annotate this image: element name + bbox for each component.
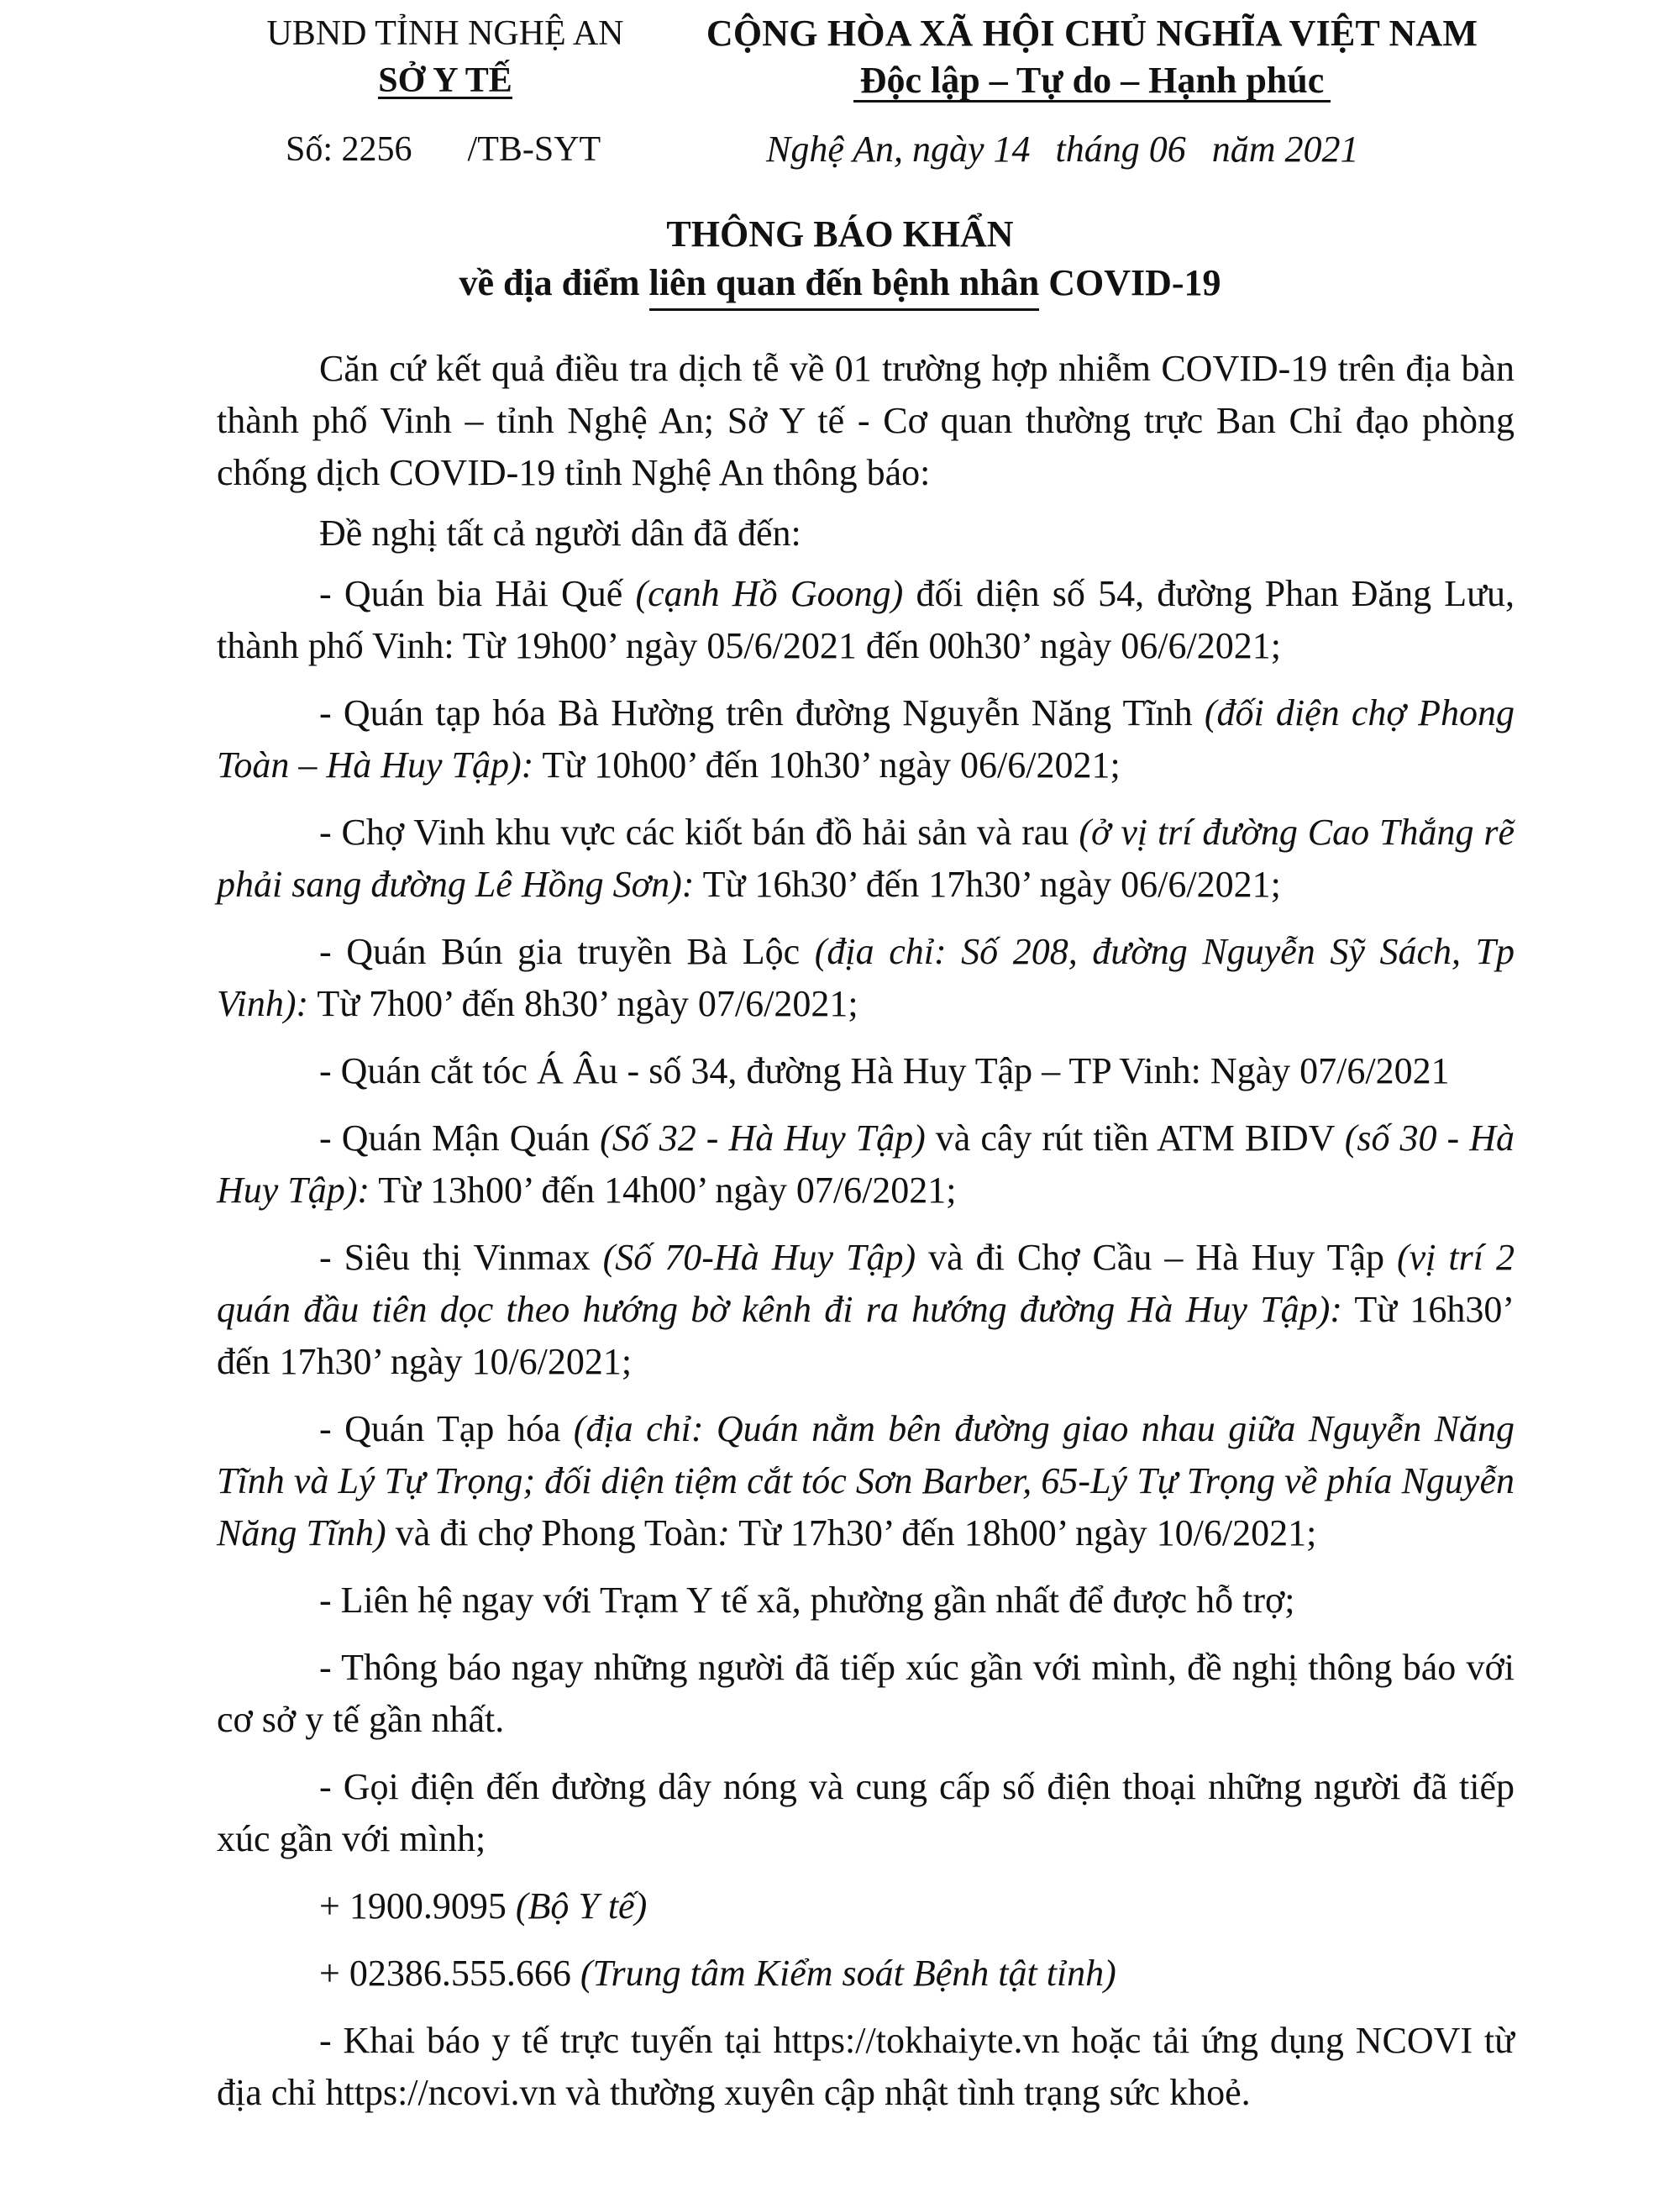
location-note: (vị trí 2 quán đầu tiên dọc theo hướng bờ kênh đi ra hướng đường Hà Huy Tập): [217, 1237, 1515, 1330]
national-header-block [672, 10, 1512, 173]
document-title [0, 210, 1680, 308]
location-text: - Quán cắt tóc Á Âu - số 34, đường Hà Huy Tập – TP Vinh: Ngày 07/6/2021 [319, 1050, 1450, 1091]
location-note: (ở vị trí đường Cao Thắng rẽ phải sang đường Lê Hồng Sơn): [217, 812, 1515, 905]
location-item [217, 926, 1515, 1030]
hotline-list [217, 1880, 1515, 2000]
national-title: CỘNG HÒA XÃ HỘI CHỦ NGHĨA VIỆT NAM [706, 13, 1478, 54]
location-text: - Quán bia Hải Quế [319, 573, 636, 614]
issuing-agency-block [227, 10, 664, 173]
date-month: tháng 06 [1055, 129, 1186, 170]
location-item [217, 687, 1515, 791]
location-text: - Siêu thị Vinmax [319, 1237, 603, 1278]
doc-number-suffix: /TB-SYT [467, 130, 601, 169]
location-text: - Quán Bún gia truyền Bà Lộc [319, 931, 815, 972]
date-prefix: Nghệ An, ngày 14 [766, 129, 1031, 170]
national-motto: Độc lập – Tự do – Hạnh phúc [860, 57, 1325, 104]
closing-paragraph: - Khai báo y tế trực tuyến tại https://tokhaiyte.vn hoặc tải ứng dụng NCOVI từ địa chỉ https://ncovi.vn và thường xuyên cập nhật tình trạng sức khoẻ. [217, 2020, 1515, 2113]
location-text: đối diện số 54, đường Phan Đăng Lưu, thành phố Vinh: Từ 19h00’ ngày 05/6/2021 đến 00h30’ ngày 06/6/2021; [217, 573, 1515, 666]
action-list [217, 1575, 1515, 1865]
request-paragraph: Đề nghị tất cả người dân đã đến: [319, 513, 801, 554]
subtitle-underlined: liên quan đến bệnh nhân [649, 259, 1040, 308]
location-text: - Quán Mận Quán [319, 1117, 601, 1159]
location-note: (địa chỉ: Quán nằm bên đường giao nhau giữa Nguyễn Năng Tĩnh và Lý Tự Trọng; đối diện tiệm cắt tóc Sơn Barber, 65-Lý Tự Trọng về phía Nguyễn Năng Tĩnh) [217, 1408, 1515, 1553]
location-item [217, 1403, 1515, 1559]
title-subtitle [459, 259, 1221, 308]
location-text: và đi chợ Phong Toàn [386, 1512, 718, 1553]
doc-number-label: Số: [286, 130, 333, 169]
subtitle-pre: về địa điểm [459, 262, 649, 303]
doc-number-value: 2256 [341, 130, 412, 169]
date-year: năm 2021 [1211, 129, 1359, 170]
location-note: (địa chỉ: Số 208, đường Nguyễn Sỹ Sách, Tp Vinh): [217, 931, 1515, 1024]
location-note: (đối diện chợ Phong Toàn – Hà Huy Tập): [217, 692, 1515, 786]
location-item [217, 1112, 1515, 1217]
hotline-item [217, 1880, 1515, 1932]
location-note: : [717, 1512, 730, 1553]
title-main: THÔNG BÁO KHẨN [666, 213, 1014, 255]
hotline-number: + 1900.9095 [319, 1885, 516, 1927]
location-note: (Số 32 - Hà Huy Tập) [600, 1117, 926, 1159]
location-list [217, 568, 1515, 1559]
agency-name: UBND TỈNH NGHỆ AN [266, 14, 624, 53]
location-text: Từ 10h00’ đến 10h30’ ngày 06/6/2021; [533, 744, 1121, 786]
location-text: - Quán tạp hóa Bà Hường trên đường Nguyễn Năng Tĩnh [319, 692, 1205, 733]
location-text: Từ 16h30’ đến 17h30’ ngày 10/6/2021; [217, 1289, 1515, 1382]
hotline-org: (Trung tâm Kiểm soát Bệnh tật tỉnh) [580, 1953, 1116, 1994]
location-item [217, 568, 1515, 672]
document-body [217, 343, 1515, 2127]
location-text: và cây rút tiền ATM BIDV [925, 1117, 1345, 1159]
location-text: - Quán Tạp hóa [319, 1408, 574, 1449]
location-text: Từ 13h00’ đến 14h00’ ngày 07/6/2021; [370, 1170, 957, 1211]
location-text: Từ 16h30’ đến 17h30’ ngày 06/6/2021; [694, 864, 1281, 905]
location-text: Từ 17h30’ đến 18h00’ ngày 10/6/2021; [729, 1512, 1317, 1553]
location-text: Từ 7h00’ đến 8h30’ ngày 07/6/2021; [308, 983, 858, 1024]
location-text: - Chợ Vinh khu vực các kiốt bán đồ hải sản và rau [319, 812, 1079, 853]
hotline-number: + 02386.555.666 [319, 1953, 580, 1994]
action-item: - Thông báo ngay những người đã tiếp xúc gần với mình, đề nghị thông báo với cơ sở y tế gần nhất. [217, 1647, 1515, 1740]
location-item [217, 1045, 1515, 1097]
subtitle-post: COVID-19 [1039, 262, 1221, 303]
intro-paragraph: Căn cứ kết quả điều tra dịch tễ về 01 trường hợp nhiễm COVID-19 trên địa bàn thành phố Vinh – tỉnh Nghệ An; Sở Y tế - Cơ quan thường trực Ban Chỉ đạo phòng chống dịch COVID-19 tỉnh Nghệ An thông báo: [217, 348, 1515, 493]
department-name: SỞ Y TẾ [378, 57, 512, 104]
hotline-item [217, 1948, 1515, 2000]
document-date [672, 126, 1512, 173]
action-item: - Gọi điện đến đường dây nóng và cung cấp số điện thoại những người đã tiếp xúc gần với mình; [217, 1766, 1515, 1859]
location-note: (cạnh Hồ Goong) [635, 573, 904, 614]
location-item [217, 807, 1515, 911]
location-note: (Số 70-Hà Huy Tập) [602, 1237, 916, 1278]
document-number [227, 126, 664, 173]
location-text: và đi Chợ Cầu – Hà Huy Tập [916, 1237, 1398, 1278]
action-item: - Liên hệ ngay với Trạm Y tế xã, phường gần nhất để được hỗ trợ; [319, 1580, 1295, 1621]
location-item [217, 1232, 1515, 1388]
location-note: (số 30 - Hà Huy Tập): [217, 1117, 1515, 1211]
hotline-org: (Bộ Y tế) [515, 1885, 648, 1927]
